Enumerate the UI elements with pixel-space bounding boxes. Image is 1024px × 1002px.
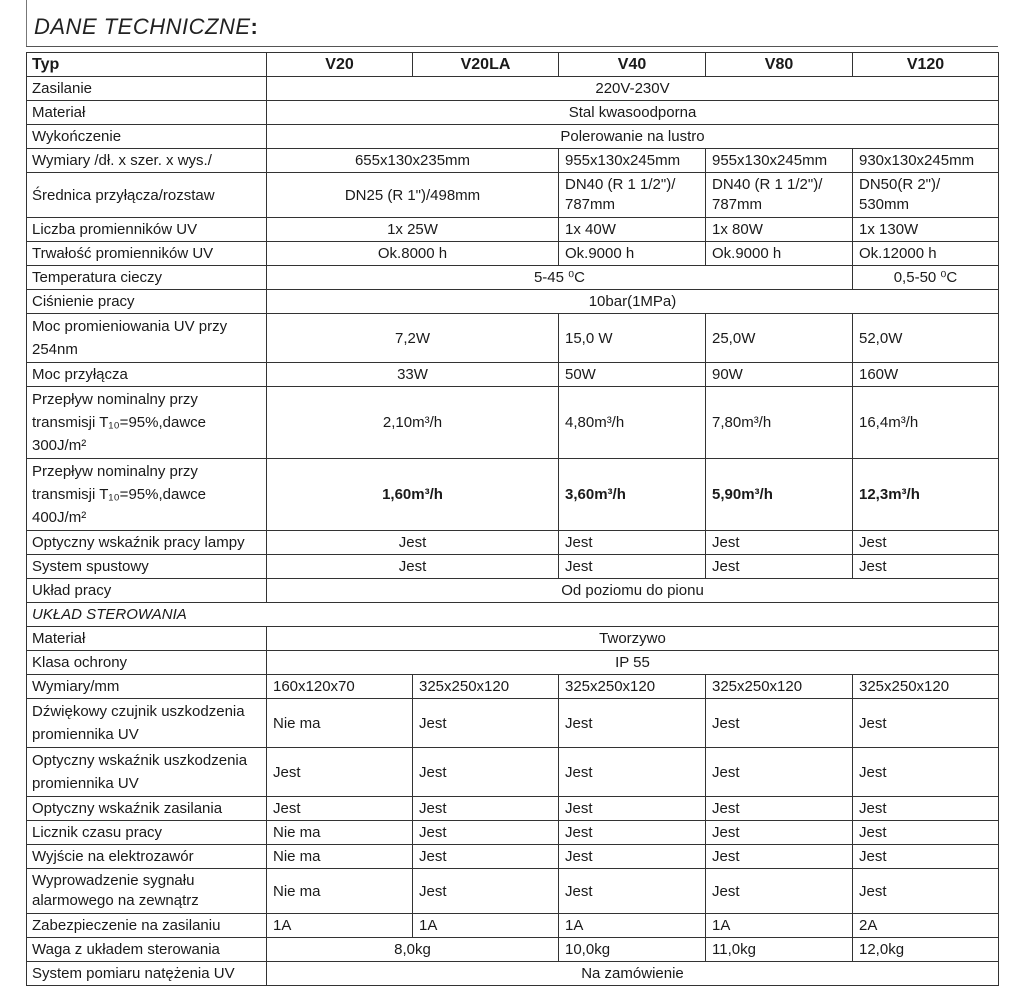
row-label: Liczba promienników UV xyxy=(27,218,267,242)
row-waga xyxy=(27,938,999,962)
row-material xyxy=(27,101,999,125)
cell-v80: 7,80m³/h xyxy=(706,387,853,459)
cell-v20: Nie ma xyxy=(267,821,413,845)
header-v20: V20 xyxy=(267,53,413,77)
cell-value: Od poziomu do pionu xyxy=(267,579,999,603)
row-uklad-pracy xyxy=(27,579,999,603)
page-left-rule xyxy=(26,0,27,46)
cell-v80: 1x 80W xyxy=(706,218,853,242)
row-przeplyw-400 xyxy=(27,459,999,531)
cell-v20: 655x130x235mm xyxy=(267,149,559,173)
row-label: Ciśnienie pracy xyxy=(27,290,267,314)
cell-v40: DN40 (R 1 1/2")/ 787mm xyxy=(559,173,706,218)
row-liczba xyxy=(27,218,999,242)
row-label: Moc promieniowania UV przy 254nm xyxy=(27,314,267,363)
row-wyjscie xyxy=(27,845,999,869)
cell-v80: 1A xyxy=(706,914,853,938)
cell-v40: 15,0 W xyxy=(559,314,706,363)
row-label: Materiał xyxy=(27,627,267,651)
cell-v120: Jest xyxy=(853,845,999,869)
cell-v120: Jest xyxy=(853,869,999,914)
section-header-row xyxy=(27,603,999,627)
cell-v80: Jest xyxy=(706,531,853,555)
row-label: Temperatura cieczy xyxy=(27,266,267,290)
technical-data-table xyxy=(26,52,999,986)
cell-v20la: Jest xyxy=(413,845,559,869)
cell-v40: Ok.9000 h xyxy=(559,242,706,266)
cell-v80: 25,0W xyxy=(706,314,853,363)
cell-v20: 1A xyxy=(267,914,413,938)
row-label: Wymiary/mm xyxy=(27,675,267,699)
cell-v40: 955x130x245mm xyxy=(559,149,706,173)
cell-v20: Nie ma xyxy=(267,845,413,869)
cell-v80: Jest xyxy=(706,869,853,914)
cell-v120: 160W xyxy=(853,363,999,387)
cell-v120: 12,3m³/h xyxy=(853,459,999,531)
title-colon: : xyxy=(250,14,259,39)
cell-v80: 955x130x245mm xyxy=(706,149,853,173)
row-label: Wykończenie xyxy=(27,125,267,149)
row-przeplyw-300 xyxy=(27,387,999,459)
cell-v80: Jest xyxy=(706,555,853,579)
row-wyprowadzenie xyxy=(27,869,999,914)
row-moc-promieniowania xyxy=(27,314,999,363)
row-label: Licznik czasu pracy xyxy=(27,821,267,845)
header-v40: V40 xyxy=(559,53,706,77)
row-label: System spustowy xyxy=(27,555,267,579)
cell-v80: Ok.9000 h xyxy=(706,242,853,266)
cell-v20: Jest xyxy=(267,555,559,579)
row-label: Wymiary /dł. x szer. x wys./ xyxy=(27,149,267,173)
row-cisnienie xyxy=(27,290,999,314)
header-v120: V120 xyxy=(853,53,999,77)
cell-v20: DN25 (R 1")/498mm xyxy=(267,173,559,218)
cell-v20: Jest xyxy=(267,797,413,821)
cell-v20: Ok.8000 h xyxy=(267,242,559,266)
row-label: Zabezpieczenie na zasilaniu xyxy=(27,914,267,938)
cell-v120: Jest xyxy=(853,699,999,748)
cell-v40: 10,0kg xyxy=(559,938,706,962)
cell-v80: 11,0kg xyxy=(706,938,853,962)
cell-value: Polerowanie na lustro xyxy=(267,125,999,149)
row-klasa xyxy=(27,651,999,675)
cell-v120: Jest xyxy=(853,531,999,555)
cell-v120: 1x 130W xyxy=(853,218,999,242)
document-title xyxy=(34,14,258,40)
cell-v120: DN50(R 2")/ 530mm xyxy=(853,173,999,218)
cell-v40: 325x250x120 xyxy=(559,675,706,699)
cell-v20: Jest xyxy=(267,748,413,797)
row-trwalosc xyxy=(27,242,999,266)
cell-value: 10bar(1MPa) xyxy=(267,290,999,314)
cell-v120: Jest xyxy=(853,748,999,797)
row-label: Układ pracy xyxy=(27,579,267,603)
row-label: Waga z układem sterowania xyxy=(27,938,267,962)
row-temperatura xyxy=(27,266,999,290)
cell-v120: Jest xyxy=(853,555,999,579)
cell-v20la: Jest xyxy=(413,869,559,914)
cell-v20la: Jest xyxy=(413,797,559,821)
row-label: Wyprowadzenie sygnału alarmowego na zewnątrz xyxy=(27,869,267,914)
row-label: Materiał xyxy=(27,101,267,125)
row-label: Optyczny wskaźnik uszkodzenia promiennika UV xyxy=(27,748,267,797)
cell-value: 220V-230V xyxy=(267,77,999,101)
cell-v80: Jest xyxy=(706,797,853,821)
cell-v20: Jest xyxy=(267,531,559,555)
cell-v20: 33W xyxy=(267,363,559,387)
cell-v80: 90W xyxy=(706,363,853,387)
row-optyczny-lampy xyxy=(27,531,999,555)
cell-v120: Jest xyxy=(853,797,999,821)
cell-v20la: Jest xyxy=(413,748,559,797)
row-dzwiekowy xyxy=(27,699,999,748)
section-title: UKŁAD STEROWANIA xyxy=(27,603,999,627)
cell-v120: 930x130x245mm xyxy=(853,149,999,173)
row-label: Moc przyłącza xyxy=(27,363,267,387)
cell-v120: 12,0kg xyxy=(853,938,999,962)
row-label: Dźwiękowy czujnik uszkodzenia promiennika UV xyxy=(27,699,267,748)
cell-v40: 1A xyxy=(559,914,706,938)
row-licznik xyxy=(27,821,999,845)
cell-v80: 325x250x120 xyxy=(706,675,853,699)
cell-v20: 8,0kg xyxy=(267,938,559,962)
cell-v20: 1,60m³/h xyxy=(267,459,559,531)
header-v20la: V20LA xyxy=(413,53,559,77)
row-label: Wyjście na elektrozawór xyxy=(27,845,267,869)
cell-v120: 325x250x120 xyxy=(853,675,999,699)
row-label: Przepływ nominalny przy transmisji T₁₀=95%,dawce 300J/m² xyxy=(27,387,267,459)
cell-v120: Jest xyxy=(853,821,999,845)
cell-v120: 2A xyxy=(853,914,999,938)
cell-v20la: Jest xyxy=(413,699,559,748)
header-v80: V80 xyxy=(706,53,853,77)
cell-v80: Jest xyxy=(706,845,853,869)
row-optyczny-uszkodzenia xyxy=(27,748,999,797)
title-text: DANE TECHNICZNE xyxy=(34,14,251,39)
cell-value: Stal kwasoodporna xyxy=(267,101,999,125)
cell-v40: Jest xyxy=(559,869,706,914)
row-wymiary-2 xyxy=(27,675,999,699)
cell-v40: Jest xyxy=(559,797,706,821)
cell-v20: 160x120x70 xyxy=(267,675,413,699)
cell-v40: Jest xyxy=(559,748,706,797)
cell-v80: Jest xyxy=(706,699,853,748)
row-label: System pomiaru natężenia UV xyxy=(27,962,267,986)
title-underline xyxy=(26,46,998,47)
cell-v40: 1x 40W xyxy=(559,218,706,242)
row-label: Zasilanie xyxy=(27,77,267,101)
row-zasilanie xyxy=(27,77,999,101)
cell-v40: 4,80m³/h xyxy=(559,387,706,459)
cell-value: Tworzywo xyxy=(267,627,999,651)
cell-value: Na zamówienie xyxy=(267,962,999,986)
cell-v120: 52,0W xyxy=(853,314,999,363)
cell-v40: 3,60m³/h xyxy=(559,459,706,531)
cell-v20: 2,10m³/h xyxy=(267,387,559,459)
row-wymiary xyxy=(27,149,999,173)
cell-v20: 7,2W xyxy=(267,314,559,363)
cell-v120: 0,5-50 ⁰C xyxy=(853,266,999,290)
row-label: Optyczny wskaźnik zasilania xyxy=(27,797,267,821)
row-moc-przylacza xyxy=(27,363,999,387)
header-typ: Typ xyxy=(27,53,267,77)
row-optyczny-zasilania xyxy=(27,797,999,821)
cell-v80: Jest xyxy=(706,821,853,845)
cell-v120: Ok.12000 h xyxy=(853,242,999,266)
row-label: Klasa ochrony xyxy=(27,651,267,675)
row-system-pomiaru xyxy=(27,962,999,986)
row-label: Przepływ nominalny przy transmisji T₁₀=95%,dawce 400J/m² xyxy=(27,459,267,531)
cell-v20: Nie ma xyxy=(267,699,413,748)
cell-v80: 5,90m³/h xyxy=(706,459,853,531)
row-wykonczenie xyxy=(27,125,999,149)
cell-v80: DN40 (R 1 1/2")/ 787mm xyxy=(706,173,853,218)
cell-value: IP 55 xyxy=(267,651,999,675)
table-header-row xyxy=(27,53,999,77)
cell-v40: Jest xyxy=(559,699,706,748)
cell-v40: Jest xyxy=(559,821,706,845)
cell-v40: Jest xyxy=(559,845,706,869)
row-label: Trwałość promienników UV xyxy=(27,242,267,266)
cell-v20la: Jest xyxy=(413,821,559,845)
cell-v80: Jest xyxy=(706,748,853,797)
row-label: Optyczny wskaźnik pracy lampy xyxy=(27,531,267,555)
cell-v20la: 325x250x120 xyxy=(413,675,559,699)
row-spustowy xyxy=(27,555,999,579)
row-material-2 xyxy=(27,627,999,651)
row-zabezpieczenie xyxy=(27,914,999,938)
row-srednica xyxy=(27,173,999,218)
cell-v20la: 1A xyxy=(413,914,559,938)
row-label: Średnica przyłącza/rozstaw xyxy=(27,173,267,218)
cell-v40: Jest xyxy=(559,531,706,555)
cell-v120: 16,4m³/h xyxy=(853,387,999,459)
cell-v20-v80: 5-45 ⁰C xyxy=(267,266,853,290)
cell-v40: Jest xyxy=(559,555,706,579)
cell-v20: Nie ma xyxy=(267,869,413,914)
cell-v20: 1x 25W xyxy=(267,218,559,242)
cell-v40: 50W xyxy=(559,363,706,387)
